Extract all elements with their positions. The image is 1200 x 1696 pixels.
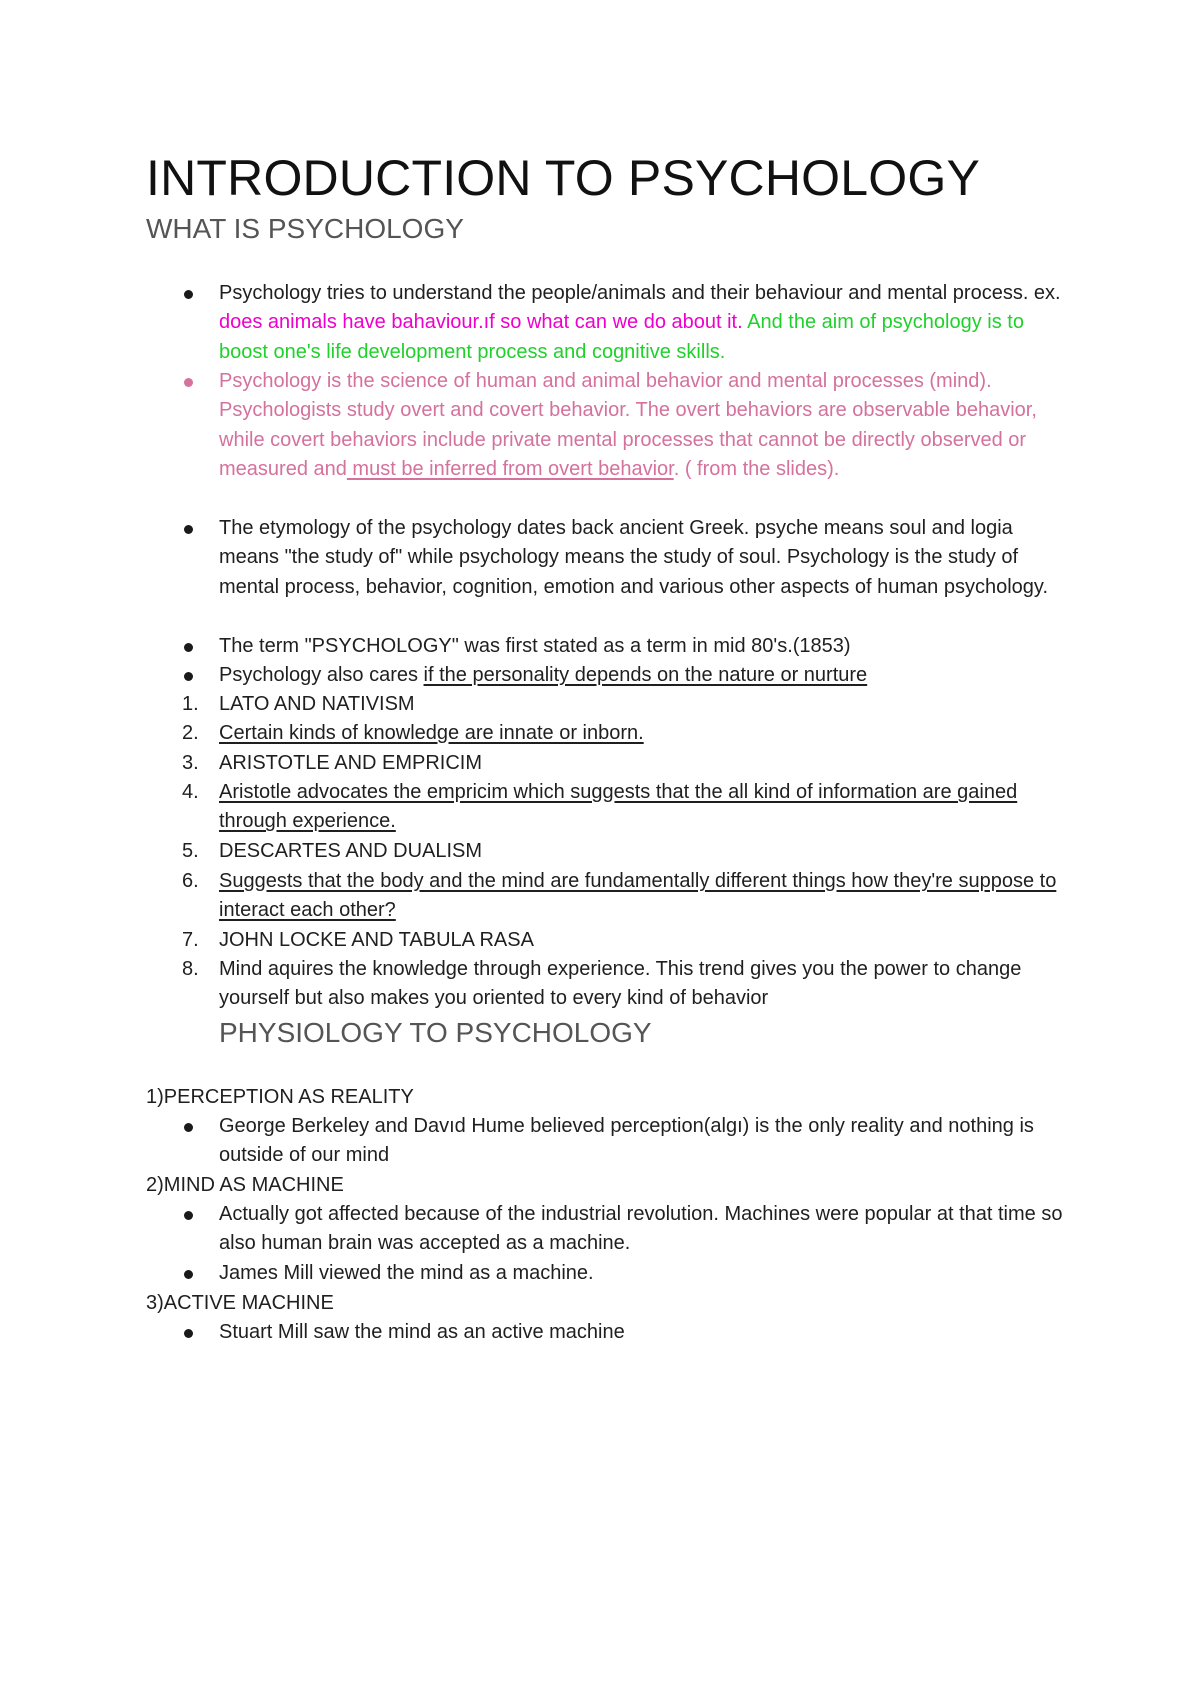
numbered-item-3: ARISTOTLE AND EMPRICIM — [219, 752, 483, 774]
bullet-dot — [184, 643, 193, 652]
bullet-1-text: Psychology tries to understand the people/animals and their behaviour and mental process. ex. — [219, 282, 1061, 304]
list-number: 4. — [182, 781, 199, 803]
bullet-dot — [184, 1329, 193, 1338]
list-number: 7. — [182, 929, 199, 951]
bullet-5-underlined-text: if the personality depends on the nature or nurture — [423, 664, 868, 686]
bullet-dot — [184, 290, 193, 299]
machine-bullet-2: James Mill viewed the mind as a machine. — [219, 1262, 594, 1284]
bullet-dot — [184, 672, 193, 681]
perception-bullet-1: George Berkeley and Davıd Hume believed perception(algı) is the only reality and nothing is outside of our mind — [219, 1115, 1034, 1167]
bullet-dot — [184, 525, 193, 534]
list-number: 1. — [182, 693, 199, 715]
bullet-dot — [184, 1123, 193, 1132]
bullet-item-4: The term "PSYCHOLOGY" was first stated as a term in mid 80's.(1853) — [219, 635, 851, 657]
numbered-item-2: Certain kinds of knowledge are innate or inborn. — [219, 722, 644, 744]
list-number: 6. — [182, 870, 199, 892]
bullet-2-underlined-text: must be inferred from overt behavior — [346, 458, 674, 481]
numbered-item-8: Mind aquires the knowledge through experience. This trend gives you the power to change yourself but also makes you oriented to every kind of behavior — [219, 958, 1022, 1010]
numbered-item-5: DESCARTES AND DUALISM — [219, 840, 483, 862]
bullet-item-1 — [219, 279, 1074, 367]
numbered-item-1: LATO AND NATIVISM — [219, 693, 415, 715]
list-number: 2. — [182, 722, 199, 744]
subsection-label-mind-as-machine: 2)MIND AS MACHINE — [146, 1174, 344, 1196]
bullet-1-green-text: And the aim of psychology is to boost one's life development process and cognitive skills. — [219, 311, 1024, 363]
bullet-dot — [184, 378, 193, 387]
numbered-item-7: JOHN LOCKE AND TABULA RASA — [219, 929, 534, 951]
active-machine-bullet-1: Stuart Mill saw the mind as an active machine — [219, 1321, 625, 1343]
section-heading-what-is-psychology: WHAT IS PSYCHOLOGY — [146, 213, 464, 244]
bullet-1-magenta-text: does animals have bahaviour.ıf so what can we do about it. — [219, 311, 743, 334]
list-number: 5. — [182, 840, 199, 862]
numbered-item-6: Suggests that the body and the mind are fundamentally different things how they're suppose to interact each other? — [219, 870, 1057, 922]
bullet-2-text: Psychology is the science of human and animal behavior and mental processes (mind). Psychologists study overt and covert behavior. The overt behaviors are observable behavior, while covert behaviors include private mental processes that cannot be directly observed or measured and — [219, 370, 1037, 481]
bullet-item-5 — [219, 661, 1079, 690]
bullet-dot — [184, 1270, 193, 1279]
subsection-label-active-machine: 3)ACTIVE MACHINE — [146, 1292, 334, 1314]
section-heading-physiology-to-psychology: PHYSIOLOGY TO PSYCHOLOGY — [219, 1017, 652, 1048]
bullet-5-text: Psychology also cares — [219, 664, 424, 686]
list-number: 8. — [182, 958, 199, 980]
document-title: INTRODUCTION TO PSYCHOLOGY — [146, 150, 981, 206]
bullet-dot — [184, 1211, 193, 1220]
bullet-item-3: The etymology of the psychology dates back ancient Greek. psyche means soul and logia means "the study of" while psychology means the study of soul. Psychology is the study of mental process, behavior, cognition, emotion and various other aspects of human psychology. — [219, 517, 1048, 598]
machine-bullet-1: Actually got affected because of the industrial revolution. Machines were popular at that time so also human brain was accepted as a machine. — [219, 1203, 1063, 1255]
subsection-label-perception: 1)PERCEPTION AS REALITY — [146, 1086, 414, 1108]
bullet-2-source-text: . ( from the slides). — [673, 458, 840, 481]
numbered-item-4: Aristotle advocates the empricim which suggests that the all kind of information are gained through experience. — [219, 781, 1018, 833]
list-number: 3. — [182, 752, 199, 774]
bullet-item-2 — [219, 367, 1069, 485]
